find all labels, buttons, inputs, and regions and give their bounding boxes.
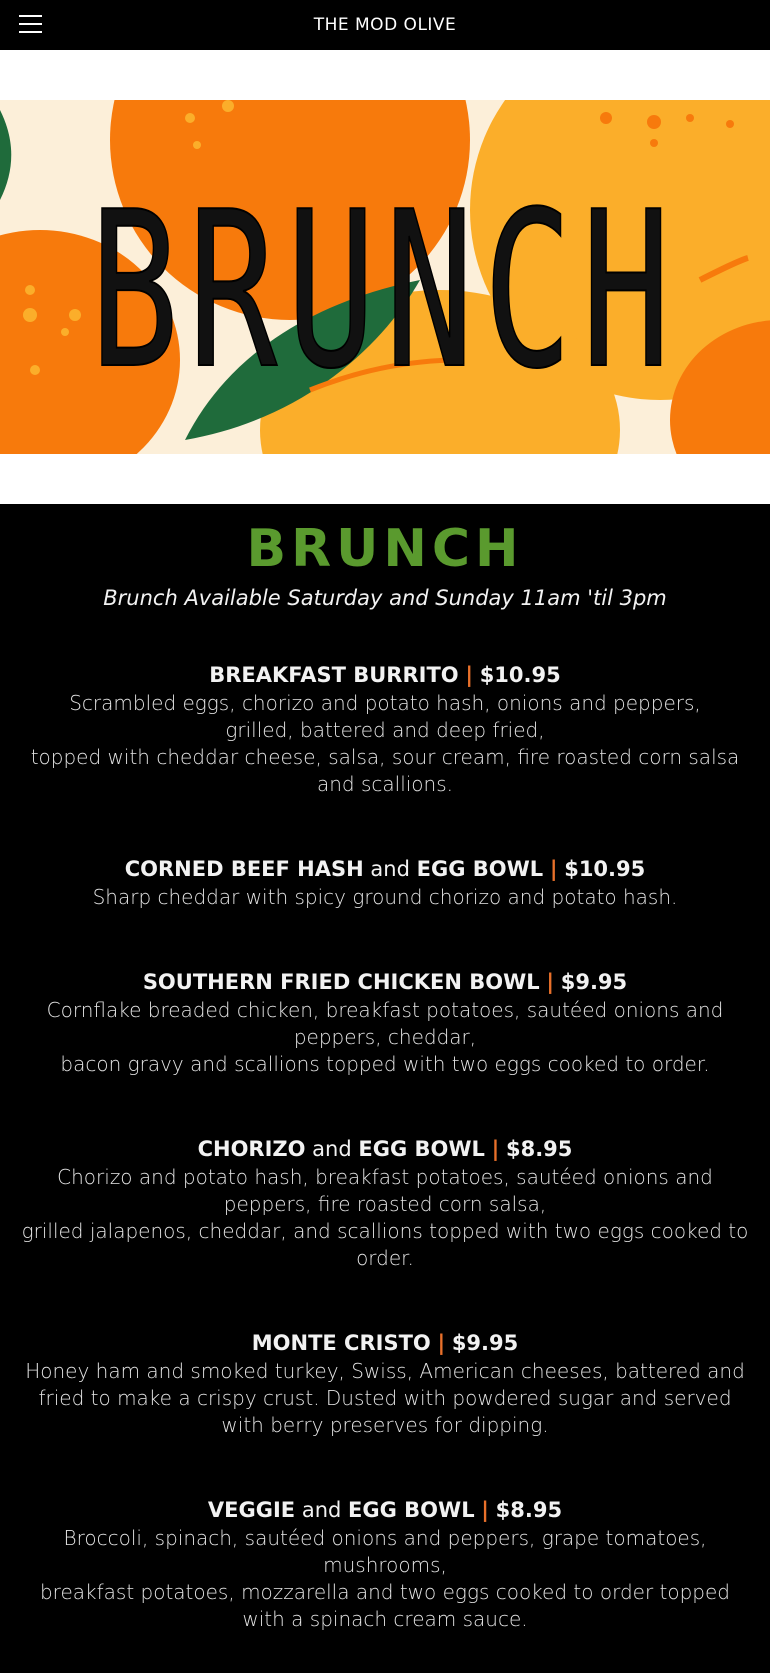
hero-title: BRUNCH	[90, 165, 680, 416]
white-spacer	[0, 50, 770, 100]
brunch-menu	[0, 504, 770, 1673]
top-bar	[0, 0, 770, 50]
price-separator: |	[437, 1331, 446, 1355]
menu-item-name: CHORIZO	[197, 1137, 306, 1161]
menu-item	[0, 854, 770, 911]
price-separator: |	[549, 857, 558, 881]
menu-item-heading	[0, 660, 770, 690]
menu-item	[0, 967, 770, 1078]
menu-item-heading	[0, 1134, 770, 1164]
description-line: grilled jalapenos, cheddar, and scallions topped with two eggs cooked to order.	[21, 1219, 749, 1270]
menu-title: BRUNCH	[246, 519, 524, 579]
menu-item-name-secondary: EGG BOWL	[348, 1498, 475, 1522]
menu-item-name: BREAKFAST BURRITO	[209, 663, 459, 687]
description-line: Cornflake breaded chicken, breakfast potatoes, sautéed onions and peppers, cheddar,	[46, 998, 724, 1049]
description-line: breakfast potatoes, mozzarella and two eggs cooked to order topped with a spinach cream sauce.	[39, 1580, 731, 1631]
menu-item-name: MONTE CRISTO	[251, 1331, 431, 1355]
menu-item-name-secondary: EGG BOWL	[416, 857, 544, 881]
menu-item-name: SOUTHERN FRIED CHICKEN BOWL	[142, 970, 540, 994]
menu-item-description	[0, 1525, 770, 1633]
hamburger-menu-icon[interactable]	[19, 15, 42, 34]
white-spacer-bottom	[0, 454, 770, 504]
description-line: grilled, battered and deep fried,	[225, 718, 545, 742]
description-line: topped with cheddar cheese, salsa, sour cream, fire roasted corn salsa and scallions.	[30, 745, 740, 796]
site-title[interactable]: THE MOD OLIVE	[313, 15, 457, 35]
menu-item	[0, 1328, 770, 1439]
menu-item-description	[0, 1164, 770, 1272]
menu-item	[0, 1134, 770, 1272]
menu-item-heading	[0, 1328, 770, 1358]
price-separator: |	[481, 1498, 489, 1522]
menu-item-description	[0, 1358, 770, 1439]
menu-item-name-secondary: EGG BOWL	[358, 1137, 485, 1161]
description-line: Sharp cheddar with spicy ground chorizo and potato hash.	[92, 885, 678, 909]
hero-banner	[0, 100, 770, 454]
menu-item-joiner: and	[301, 1498, 342, 1522]
menu-item-price: $10.95	[479, 663, 561, 687]
menu-item-price: $9.95	[560, 970, 628, 994]
menu-item	[0, 660, 770, 798]
hero-illustration	[0, 100, 770, 454]
menu-item-heading	[0, 1495, 770, 1525]
menu-item-name: VEGGIE	[207, 1498, 296, 1522]
menu-item-price: $8.95	[495, 1498, 563, 1522]
menu-item-price: $8.95	[505, 1137, 573, 1161]
menu-item-price: $9.95	[451, 1331, 519, 1355]
description-line: bacon gravy and scallions topped with two eggs cooked to order.	[60, 1052, 710, 1076]
menu-item-joiner: and	[370, 857, 410, 881]
menu-item-description	[0, 997, 770, 1078]
description-line: Honey ham and smoked turkey, Swiss, American cheeses, battered and fried to make a crispy crust. Dusted with powdered sugar and served with berry preserves for dipping.	[25, 1359, 745, 1437]
description-line: Chorizo and potato hash, breakfast potatoes, sautéed onions and peppers, fire roasted corn salsa,	[57, 1165, 713, 1216]
menu-item	[0, 1495, 770, 1633]
description-line: Broccoli, spinach, sautéed onions and peppers, grape tomatoes, mushrooms,	[63, 1526, 707, 1577]
price-separator: |	[491, 1137, 500, 1161]
menu-subtitle: Brunch Available Saturday and Sunday 11am 'til 3pm	[103, 586, 667, 610]
price-separator: |	[465, 663, 473, 687]
description-line: Scrambled eggs, chorizo and potato hash, onions and peppers,	[69, 691, 701, 715]
menu-item-heading	[0, 854, 770, 884]
price-separator: |	[546, 970, 555, 994]
menu-item-description	[0, 884, 770, 911]
menu-item-name: CORNED BEEF HASH	[124, 857, 364, 881]
menu-item-description	[0, 690, 770, 798]
menu-item-price: $10.95	[564, 857, 646, 881]
menu-item-heading	[0, 967, 770, 997]
menu-item-joiner: and	[312, 1137, 352, 1161]
